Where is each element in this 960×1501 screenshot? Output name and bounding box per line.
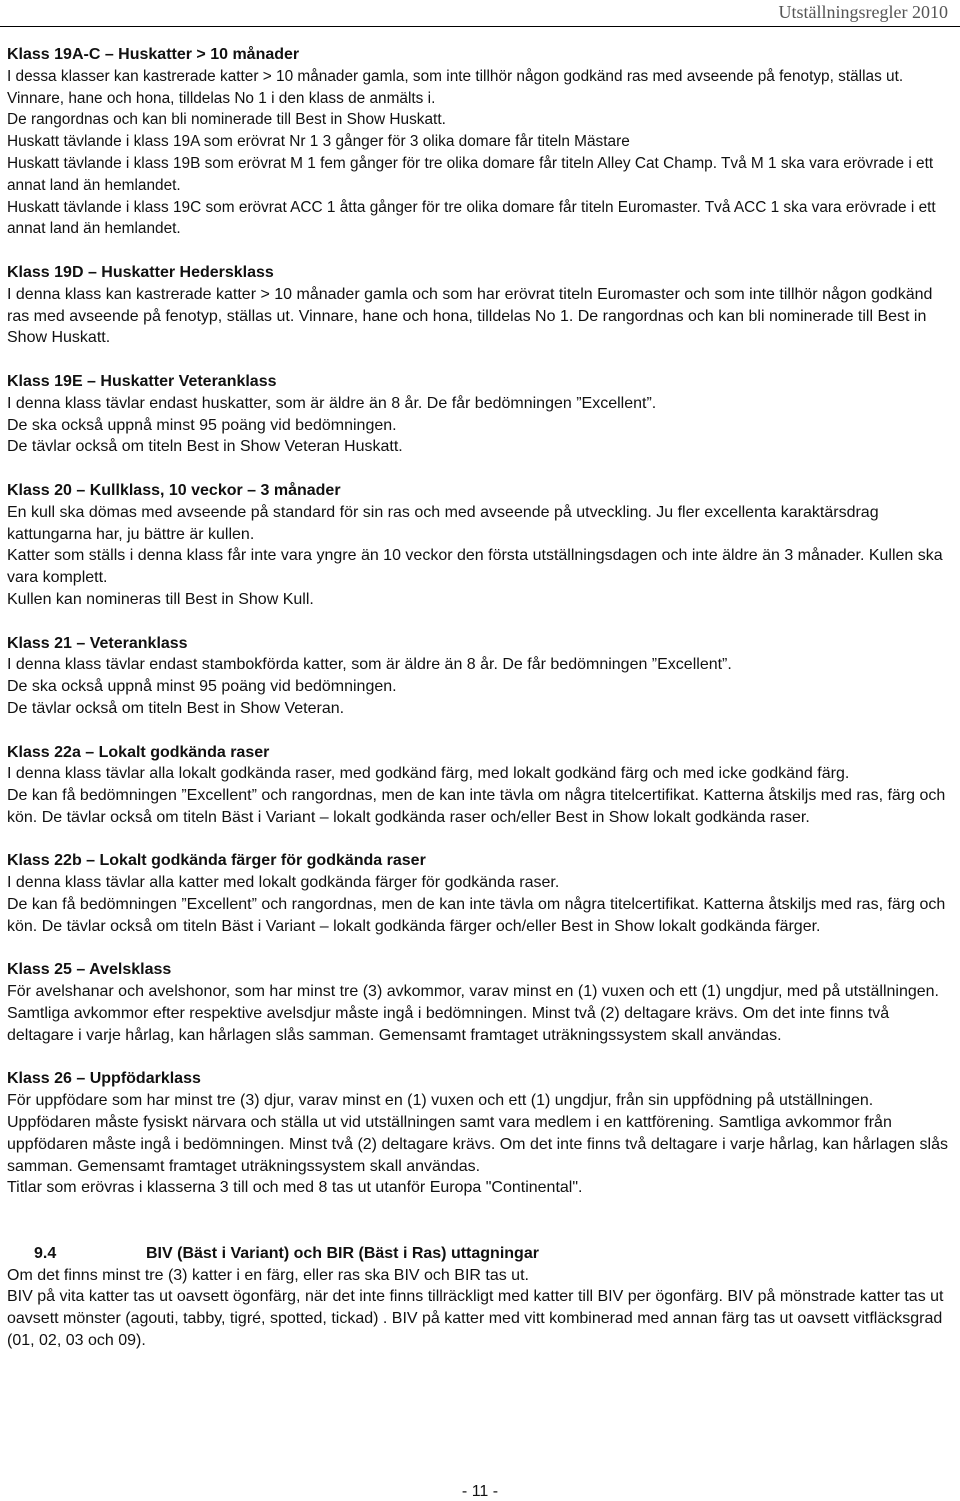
section-heading: Klass 22b – Lokalt godkända färger för godkända raser: [7, 852, 426, 870]
paragraph: I denna klass tävlar alla katter med lokalt godkända färger för godkända raser.: [7, 874, 560, 892]
section-9-4: [7, 1243, 955, 1352]
paragraph: Huskatt tävlande i klass 19A som erövrat Nr 1 3 gånger för 3 olika domare får titeln Mästare: [7, 133, 630, 151]
section-klass-22a: [7, 742, 955, 829]
section-klass-22b: [7, 850, 955, 937]
paragraph: Titlar som erövras i klasserna 3 till och med 8 tas ut utanför Europa "Continental".: [7, 1179, 583, 1197]
section-heading: Klass 20 – Kullklass, 10 veckor – 3 månader: [7, 481, 341, 499]
section-klass-19e: [7, 371, 955, 458]
paragraph: I dessa klasser kan kastrerade katter > 10 månader gamla, som inte tillhör någon godkänd ras med avseende på fenotyp, ställas ut. Vinnare, hane och hona, tilldelas No 1 i den klass de anmälts i.: [7, 67, 904, 107]
paragraph: För uppfödare som har minst tre (3) djur, varav minst en (1) vuxen och ett (1) ungdjur, från sin uppfödning på utställningen. Uppfödaren måste fysiskt närvara och ställa ut vid utställningen samt vara medlem i en kattförening. Samtliga avkommor från uppfödaren måste ingå i bedömningen. Minst två (2) deltagare krävs. Om det inte finns två deltagare i varje hårlag, kan hårlagen slås samman. Gemensamt framtaget uträkningssystem skall användas.: [7, 1092, 948, 1175]
paragraph: Kullen kan nomineras till Best in Show Kull.: [7, 590, 314, 608]
paragraph: Huskatt tävlande i klass 19B som erövrat M 1 fem gånger för tre olika domare får titeln Alley Cat Champ. Två M 1 ska vara erövrade i ett annat land än hemlandet.: [7, 154, 934, 194]
section-number: 9.4: [34, 1244, 57, 1262]
section-heading: Klass 19E – Huskatter Veteranklass: [7, 372, 277, 390]
paragraph: De kan få bedömningen ”Excellent” och rangordnas, men de kan inte tävla om några titelcertifikat. Katterna åtskiljs med ras, färg och kön. De tävlar också om titeln Bäst i Variant – lokalt godkända färger och/eller Best in Show lokalt godkända färger.: [7, 896, 946, 935]
section-klass-21: [7, 633, 955, 720]
paragraph: Katter som ställs i denna klass får inte vara yngre än 10 veckor den första utställningsdagen och inte äldre än 3 månader. Kullen ska vara komplett.: [7, 547, 943, 587]
paragraph: För avelshanar och avelshonor, som har minst tre (3) avkommor, varav minst en (1) vuxen och ett (1) ungdjur, med på utställningen. Samtliga avkommor efter respektive avelsdjur måste ingå i bedömningen. Minst två (2) deltagare krävs. Om det inte finns två deltagare i varje hårlag, kan hårlagen slås samman. Gemensamt framtaget uträkningssystem skall användas.: [7, 983, 939, 1044]
header-title: Utställningsregler 2010: [778, 2, 948, 22]
paragraph: Om det finns minst tre (3) katter i en färg, eller ras ska BIV och BIR tas ut.: [7, 1266, 529, 1284]
section-heading: Klass 25 – Avelsklass: [7, 961, 172, 979]
section-heading: Klass 21 – Veteranklass: [7, 634, 188, 652]
section-klass-26: [7, 1068, 955, 1199]
paragraph: I denna klass kan kastrerade katter > 10 månader gamla och som har erövrat titeln Euromaster och som inte tillhör någon godkänd ras med avseende på fenotyp, ställas ut. Vinnare, hane och hona, tilldelas No 1. De rangordnas och kan bli nominerade till Best in Show Huskatt.: [7, 285, 933, 347]
paragraph: Huskatt tävlande i klass 19C som erövrat ACC 1 åtta gånger för tre olika domare får titeln Euromaster. Två ACC 1 ska vara erövrade i ett annat land än hemlandet.: [7, 198, 936, 238]
section-heading: Klass 19A-C – Huskatter > 10 månader: [7, 46, 300, 63]
section-heading: Klass 26 – Uppfödarklass: [7, 1070, 201, 1088]
section-heading: Klass 22a – Lokalt godkända raser: [7, 743, 270, 761]
section-klass-19a-c: [7, 44, 955, 240]
section-klass-20: [7, 480, 955, 611]
page-number: - 11 -: [461, 1483, 499, 1500]
paragraph: De kan få bedömningen ”Excellent” och rangordnas, men de kan inte tävla om några titelcertifikat. Katterna åtskiljs med ras, färg och kön. De tävlar också om titeln Bäst i Variant – lokalt godkända raser och/eller Best in Show lokalt godkända raser.: [7, 787, 946, 826]
paragraph: De tävlar också om titeln Best in Show Veteran.: [7, 699, 345, 717]
paragraph: I denna klass tävlar alla lokalt godkända raser, med godkänd färg, med lokalt godkänd färg och med icke godkänd färg.: [7, 765, 850, 783]
paragraph: De ska också uppnå minst 95 poäng vid bedömningen.: [7, 416, 397, 434]
section-heading: [7, 1243, 955, 1265]
section-title: BIV (Bäst i Variant) och BIR (Bäst i Ras) uttagningar: [146, 1244, 539, 1262]
spacer: [7, 1221, 955, 1243]
paragraph: I denna klass tävlar endast huskatter, som är äldre än 8 år. De får bedömningen ”Excellent”.: [7, 394, 657, 412]
paragraph: De rangordnas och kan bli nominerade till Best in Show Huskatt.: [7, 111, 446, 129]
paragraph: BIV på vita katter tas ut oavsett ögonfärg, när det inte finns tillräckligt med katter till BIV per ögonfärg. BIV på mönstrade katter tas ut oavsett mönster (agouti, tabby, tigré, spotted, tickad) . BIV på katter med vitt kombinerad med annan färg tas ut oavsett vitfläcksgrad (01, 02, 03 och 09).: [7, 1288, 944, 1350]
document-body: [7, 44, 955, 1374]
paragraph: De ska också uppnå minst 95 poäng vid bedömningen.: [7, 678, 397, 696]
section-klass-19d: [7, 262, 955, 349]
paragraph: En kull ska dömas med avseende på standard för sin ras och med avseende på utveckling. Ju fler excellenta karaktärsdrag kattungarna har, ju bättre är kullen.: [7, 503, 879, 543]
paragraph: I denna klass tävlar endast stambokförda katter, som är äldre än 8 år. De får bedömningen ”Excellent”.: [7, 656, 732, 674]
page-header: [0, 0, 960, 27]
section-heading: Klass 19D – Huskatter Hedersklass: [7, 263, 274, 281]
section-klass-25: [7, 959, 955, 1046]
paragraph: De tävlar också om titeln Best in Show Veteran Huskatt.: [7, 438, 403, 456]
